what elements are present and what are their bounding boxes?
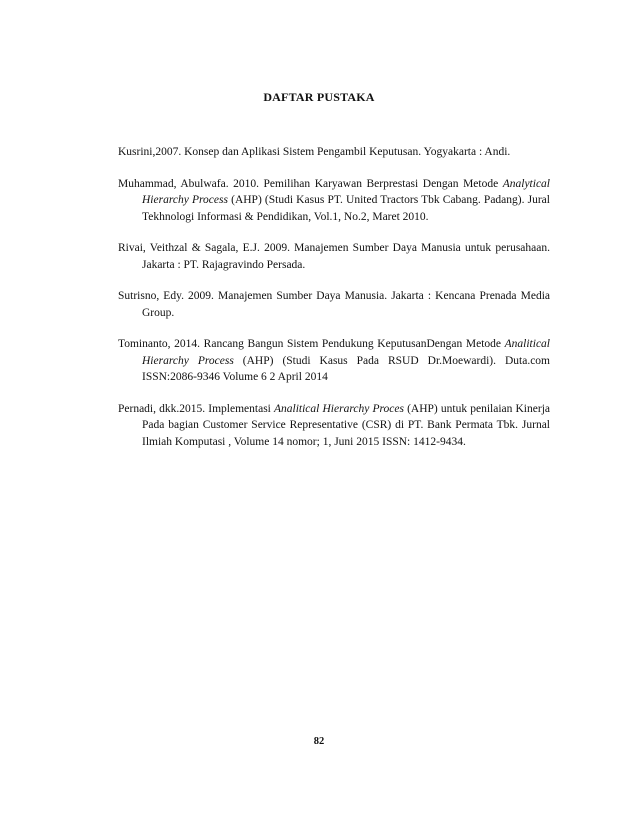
page-title: DAFTAR PUSTAKA (263, 90, 375, 104)
reference-text-tail: (AHP) untuk penilaian Kinerja Pada bagian Customer Service Representative (CSR) di PT. Bank Permata Tbk. Jurnal Ilmiah Komputasi , Volume 14 nomor; 1, Juni 2015 ISSN: 1412-9434. (142, 402, 550, 448)
reference-text: Sutrisno, Edy. 2009. Manajemen Sumber Daya Manusia. Jakarta : Kencana Prenada Media Group. (118, 290, 550, 319)
reference-italic-title: Analitical Hierarchy Process (142, 338, 550, 367)
reference-text: Pernadi, dkk.2015. Implementasi (118, 402, 274, 415)
reference-text-tail: (AHP) (Studi Kasus Pada RSUD Dr.Moewardi). Duta.com ISSN:2086-9346 Volume 6 2 April 2014 (142, 354, 550, 383)
page-number: 82 (313, 736, 325, 747)
reference-text: Tominanto, 2014. Rancang Bangun Sistem Pendukung KeputusanDengan Metode (118, 338, 505, 350)
reference-entry (118, 288, 550, 321)
reference-entry (118, 240, 550, 273)
reference-text-tail: (AHP) (Studi Kasus PT. United Tractors Tbk Cabang. Padang). Jural Tekhnologi Informasi & Pendidikan, Vol.1, No.2, Maret 2010. (142, 194, 550, 223)
reference-text: Rivai, Veithzal & Sagala, E.J. 2009. Manajemen Sumber Daya Manusia untuk perusahaan. Jakarta : PT. Rajagravindo Persada. (118, 242, 550, 271)
reference-italic-title: Analytical Hierarchy Process (142, 177, 550, 206)
reference-entry (118, 336, 550, 386)
reference-entry (118, 144, 550, 161)
reference-entry (118, 176, 550, 226)
reference-list (118, 144, 550, 465)
reference-entry (118, 401, 550, 451)
reference-italic-title: Analitical Hierarchy Proces (274, 402, 404, 415)
reference-text: Muhammad, Abulwafa. 2010. Pemilihan Karyawan Berprestasi Dengan Metode (118, 177, 503, 190)
reference-text: Kusrini,2007. Konsep dan Aplikasi Sistem Pengambil Keputusan. Yogyakarta : Andi. (118, 146, 511, 158)
